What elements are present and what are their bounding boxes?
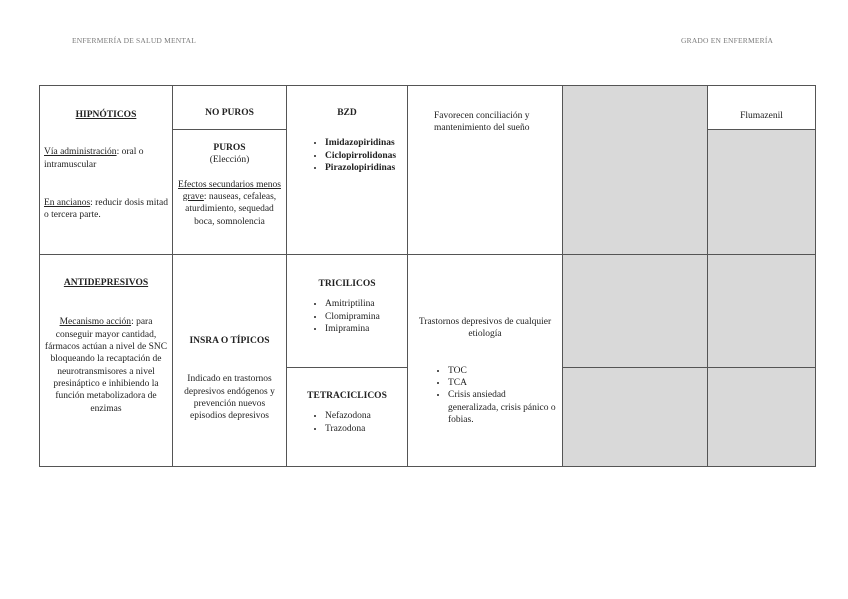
header-left: ENFERMERÍA DE SALUD MENTAL: [72, 36, 196, 45]
mecanismo-label: Mecanismo acción: [59, 317, 132, 328]
flumazenil-cell: [708, 86, 816, 130]
insra-cell: [173, 255, 287, 467]
no-puros-cell: [173, 86, 287, 130]
ancianos-text: : reducir dosis mitad o tercera parte.: [44, 198, 169, 221]
otros-list: [408, 365, 562, 427]
list-item: • Amitriptilina: [325, 298, 407, 310]
antidepresivos-title: ANTIDEPRESIVOS: [63, 278, 149, 288]
bzd-cell: [287, 86, 408, 255]
bzd-list: [287, 137, 407, 174]
via-label: Vía administración: [44, 147, 117, 158]
gray-cell: [708, 368, 816, 467]
list-item: • Clomipramina: [325, 311, 407, 323]
mecanismo-text: : para conseguir mayor cantidad, fármacos actúan a nivel de SNC bloqueando la recaptación de neurotransmisores a nivel presináptico e inhibiendo la función metabolizadora de enzimas: [44, 317, 168, 414]
list-item: • TCA: [448, 377, 556, 389]
efectos-label: Efectos secundarios menos grave: [178, 179, 281, 203]
puros-sub: (Elección): [209, 155, 250, 166]
gray-cell: [708, 255, 816, 368]
list-item: • Ciclopirrolidonas: [325, 150, 407, 162]
flumazenil: Flumazenil: [740, 111, 783, 121]
gray-cell: [563, 255, 708, 368]
header-right: GRADO EN ENFERMERÍA: [681, 36, 774, 45]
list-item: • Trazodona: [325, 423, 407, 435]
list-item: • Imidazopiridinas: [325, 137, 407, 149]
antidepresivos-indicacion: Trastornos depresivos de cualquier etiología: [418, 317, 552, 340]
puros-title: PUROS: [213, 143, 246, 153]
tetraciclicos-cell: [287, 368, 408, 467]
bzd-title: BZD: [337, 108, 357, 118]
gray-cell: [563, 368, 708, 467]
antidepresivos-indicacion-cell: [408, 255, 563, 467]
triciclicos-title: TRICILICOS: [318, 279, 376, 289]
insra-text: Indicado en trastornos depresivos endógenos y prevención nuevos episodios depresivos: [184, 374, 275, 422]
ancianos-label: En ancianos: [44, 198, 91, 209]
via-administracion: [44, 146, 168, 171]
ancianos: [44, 197, 168, 222]
list-item: • TOC: [448, 365, 556, 377]
antidepresivos-cell: [40, 255, 173, 467]
drug-table: [39, 85, 816, 467]
hipnoticos-title: HIPNÓTICOS: [75, 110, 137, 120]
hipnoticos-indicacion: Favorecen conciliación y mantenimiento del sueño: [434, 111, 530, 134]
insra-title: INSRA O TÍPICOS: [189, 336, 270, 346]
efectos-text: : nauseas, cefaleas, aturdimiento, sequedad boca, somnolencia: [185, 192, 277, 227]
list-item: • Nefazodona: [325, 410, 407, 422]
triciclicos-cell: [287, 255, 408, 368]
efectos-secundarios: [176, 179, 283, 228]
list-item: • Pirazolopiridinas: [325, 162, 407, 174]
tetraciclicos-title: TETRACICLICOS: [307, 391, 387, 401]
mecanismo-accion: [44, 316, 168, 415]
gray-cell: [708, 130, 816, 255]
no-puros: NO PUROS: [205, 108, 254, 118]
via-text: : oral o intramuscular: [44, 147, 144, 170]
hipnoticos-indicacion-cell: [408, 86, 563, 255]
gray-cell: [563, 86, 708, 255]
list-item: • Imipramina: [325, 323, 407, 335]
triciclicos-list: [287, 298, 407, 335]
tetraciclicos-list: [287, 410, 407, 435]
list-item: • Crisis ansiedad generalizada, crisis pánico o fobias.: [448, 389, 556, 426]
puros-cell: [173, 130, 287, 255]
hipnoticos-cell: [40, 86, 173, 255]
